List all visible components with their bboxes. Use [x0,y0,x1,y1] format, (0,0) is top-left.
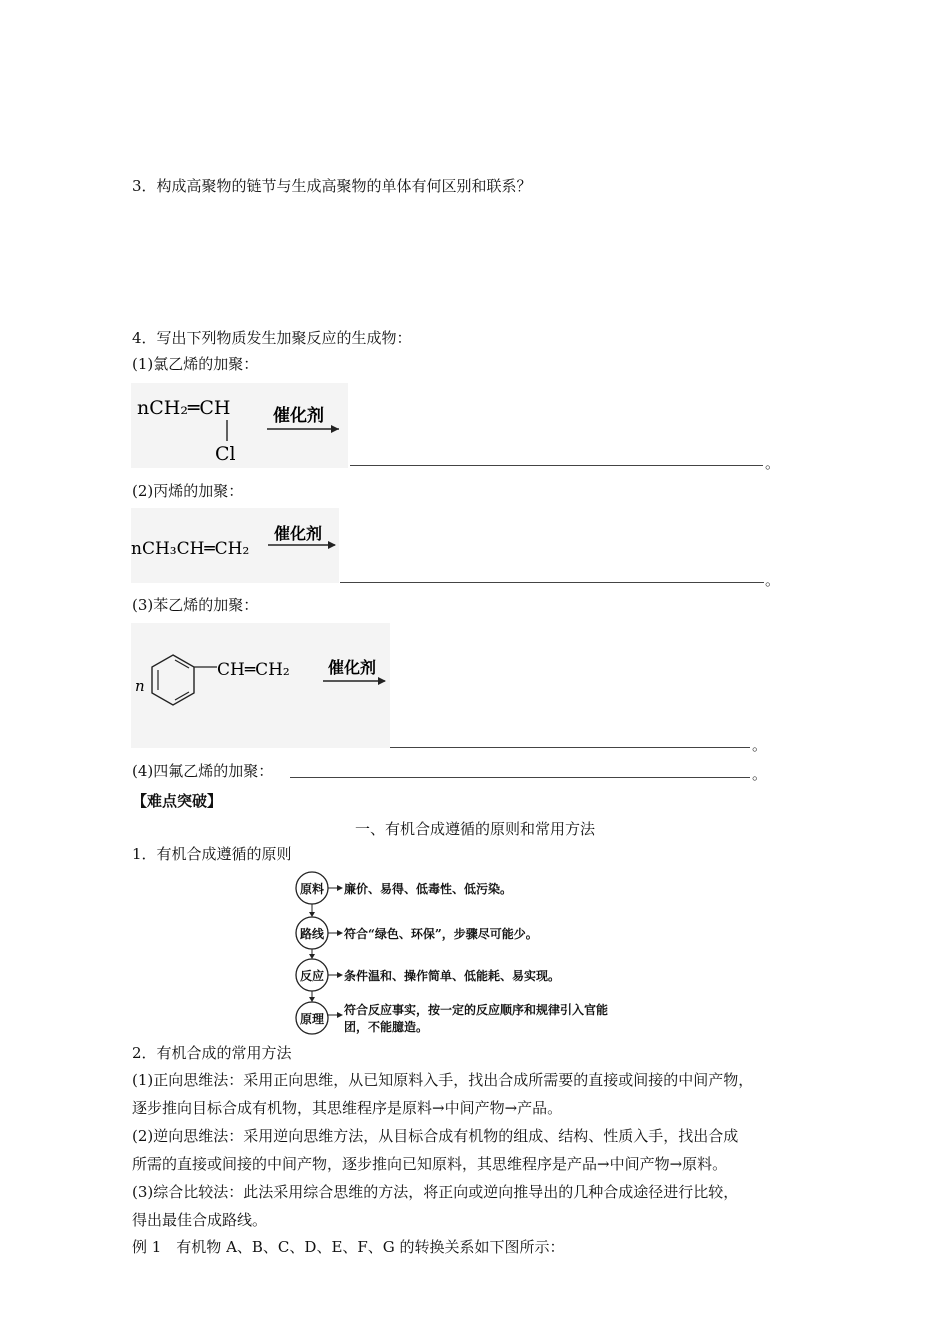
reaction-3-formula: CH═CH₂ [217,660,290,680]
method-3-line-1: (3)综合比较法：此法采用综合思维的方法，将正向或逆向推导出的几种合成途径进行比较， [132,1183,739,1201]
reaction-3-catalyst: 催化剂 [328,658,377,677]
reaction-1-catalyst: 催化剂 [273,406,324,426]
flow-text-3: 条件温和、操作简单、低能耗、易实现。 [344,969,561,983]
reaction-image-1 [131,383,348,468]
method-1-line-2: 逐步推向目标合成有机物，其思维程序是原料→中间产物→产品。 [132,1099,563,1117]
subsection-2: 2．有机合成的常用方法 [132,1044,292,1062]
flow-text-1: 廉价、易得、低毒性、低污染。 [344,882,513,896]
method-1-line-1: (1)正向思维法：采用正向思维，从已知原料入手，找出合成所需要的直接或间接的中间产物， [132,1071,754,1089]
reaction-image-3 [131,623,390,748]
section-title: 一、有机合成遵循的原则和常用方法 [354,820,595,838]
item-1-label: (1)氯乙烯的加聚： [132,355,259,373]
reaction-image-2 [131,508,339,583]
reaction-1-diagram [131,383,348,468]
method-3-line-2: 得出最佳合成路线。 [132,1211,268,1229]
flow-node-1: 原料 [300,882,325,896]
flow-text-4: 符合反应事实，按一定的反应顺序和规律引入官能 [344,1003,609,1017]
question-4: 4．写出下列物质发生加聚反应的生成物： [132,329,412,347]
item-4-label: (4)四氟乙烯的加聚： [132,762,274,780]
method-2-line-1: (2)逆向思维法：采用逆向思维方法，从目标合成有机物的组成、结构、性质入手，找出合成 [132,1127,739,1145]
answer-blank-4[interactable] [290,777,750,778]
flow-node-4: 原理 [300,1012,325,1026]
flow-text-4b: 团，不能臆造。 [344,1020,429,1034]
section-heading: 【难点突破】 [132,792,223,810]
flow-node-2: 路线 [300,927,325,941]
question-3: 3．构成高聚物的链节与生成高聚物的单体有何区别和联系？ [132,177,532,195]
principle-flow-diagram [292,870,652,1038]
method-2-line-2: 所需的直接或间接的中间产物，逐步推向已知原料，其思维程序是产品→中间产物→原料。 [132,1155,728,1173]
reaction-1-formula: nCH₂═CH [137,397,231,419]
reaction-2-catalyst: 催化剂 [274,524,323,543]
answer-blank-1[interactable] [350,465,763,466]
answer-blank-3[interactable] [390,747,750,748]
item-2-label: (2)丙烯的加聚： [132,482,244,500]
reaction-2-diagram [131,508,339,583]
reaction-2-formula: nCH₃CH═CH₂ [131,539,250,559]
answer-blank-2[interactable] [340,582,764,583]
flow-node-3: 反应 [300,969,325,983]
reaction-3-coefficient: n [135,677,145,695]
example-1: 例 1 有机物 A、B、C、D、E、F、G 的转换关系如下图所示： [132,1238,565,1256]
subsection-1: 1．有机合成遵循的原则 [132,845,292,863]
reaction-3-diagram [131,623,390,748]
item-3-label: (3)苯乙烯的加聚： [132,596,259,614]
flow-text-2: 符合“绿色、环保”，步骤尽可能少。 [344,927,538,941]
reaction-1-substituent: Cl [215,443,236,465]
